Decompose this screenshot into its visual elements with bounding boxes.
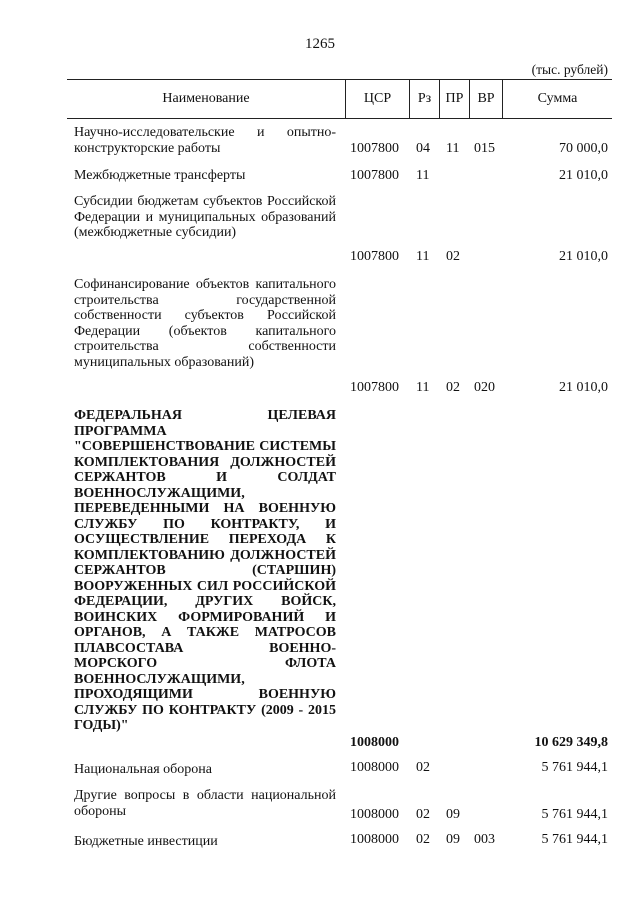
row-name: Софинансирование объектов капитального строительства государственной собственности субъектов Российской Федерации (объектов капитального строительства собственности муниципальных образований) <box>74 277 336 370</box>
row-name: Бюджетные инвестиции <box>74 834 218 849</box>
row-vr: 020 <box>474 379 495 395</box>
table-row <box>0 163 640 194</box>
row-sum: 5 761 944,1 <box>541 832 608 847</box>
program-title: ФЕДЕРАЛЬНАЯ ЦЕЛЕВАЯ ПРОГРАММА "СОВЕРШЕНСТВОВАНИЕ СИСТЕМЫ КОМПЛЕКТОВАНИЯ ДОЛЖНОСТЕЙ СЕРЖАНТОВ И СОЛДАТ ВОЕННОСЛУЖАЩИМИ, ПЕРЕВЕДЕННЫМИ НА ВОЕННУЮ СЛУЖБУ ПО КОНТРАКТУ, И ОСУЩЕСТВЛЕНИЕ ПЕРЕХОДА К КОМПЛЕКТОВАНИЮ ДОЛЖНОСТЕЙ СЕРЖАНТОВ (СТАРШИН) ВООРУЖЕННЫХ СИЛ РОССИЙСКОЙ ФЕДЕРАЦИИ, ДРУГИХ ВОЙСК, ВОИНСКИХ ФОРМИРОВАНИЙ И ОРГАНОВ, А ТАКЖЕ МАТРОСОВ ПЛАВСОСТАВА ВОЕННО-МОРСКОГО ФЛОТА ВОЕННОСЛУЖАЩИМИ, ПРОХОДЯЩИМИ ВОЕННУЮ СЛУЖБУ ПО КОНТРАКТУ (2009 - 2015 ГОДЫ)" <box>74 408 336 733</box>
row-name: Субсидии бюджетам субъектов Российской Федерации и муниципальных образований (межбюджетные субсидии) <box>74 194 336 240</box>
table-row <box>0 832 640 850</box>
table-row <box>0 760 640 778</box>
row-rz: 02 <box>416 832 430 847</box>
header-name: Наименование <box>162 91 250 106</box>
table-row <box>0 277 640 395</box>
row-csr: 1008000 <box>350 832 399 847</box>
table-row <box>0 125 640 158</box>
table-row <box>0 194 640 264</box>
row-pr: 09 <box>446 806 460 822</box>
row-sum: 21 010,0 <box>559 379 608 395</box>
row-rz: 02 <box>416 760 430 775</box>
row-rz: 02 <box>416 806 430 822</box>
table-body <box>0 125 640 850</box>
header-rz: Рз <box>409 80 439 118</box>
row-pr: 09 <box>446 832 460 847</box>
row-name: Национальная оборона <box>74 762 212 777</box>
row-name: Научно-исследовательские и опытно-конструкторские работы <box>74 125 336 156</box>
row-pr: 02 <box>446 248 460 264</box>
row-csr: 1007800 <box>350 379 399 395</box>
row-pr: 11 <box>446 140 460 156</box>
header-sum: Сумма <box>502 80 612 118</box>
row-rz: 11 <box>416 168 430 183</box>
table-header <box>67 79 612 119</box>
row-csr: 1008000 <box>350 760 399 775</box>
row-csr: 1008000 <box>350 734 399 750</box>
row-sum: 21 010,0 <box>559 248 608 264</box>
header-pr: ПР <box>439 80 469 118</box>
row-csr: 1007800 <box>350 248 399 264</box>
row-name: Другие вопросы в области национальной обороны <box>74 788 336 819</box>
row-sum: 10 629 349,8 <box>534 734 608 750</box>
row-rz: 04 <box>416 140 430 156</box>
row-pr: 02 <box>446 379 460 395</box>
row-sum: 5 761 944,1 <box>541 806 608 822</box>
row-sum: 70 000,0 <box>559 140 608 156</box>
row-csr: 1007800 <box>350 140 399 156</box>
row-sum: 5 761 944,1 <box>541 760 608 775</box>
row-csr: 1008000 <box>350 806 399 822</box>
header-vr: ВР <box>469 80 502 118</box>
row-vr: 015 <box>474 140 495 156</box>
row-vr: 003 <box>474 832 495 847</box>
header-csr: ЦСР <box>345 80 409 118</box>
table-row <box>0 408 640 750</box>
row-csr: 1007800 <box>350 168 399 183</box>
row-rz: 11 <box>416 248 430 264</box>
row-name: Межбюджетные трансферты <box>74 168 246 183</box>
row-rz: 11 <box>416 379 430 395</box>
page-number: 1265 <box>305 36 335 52</box>
row-sum: 21 010,0 <box>559 168 608 183</box>
table-row <box>0 788 640 822</box>
units-label: (тыс. рублей) <box>531 62 608 77</box>
